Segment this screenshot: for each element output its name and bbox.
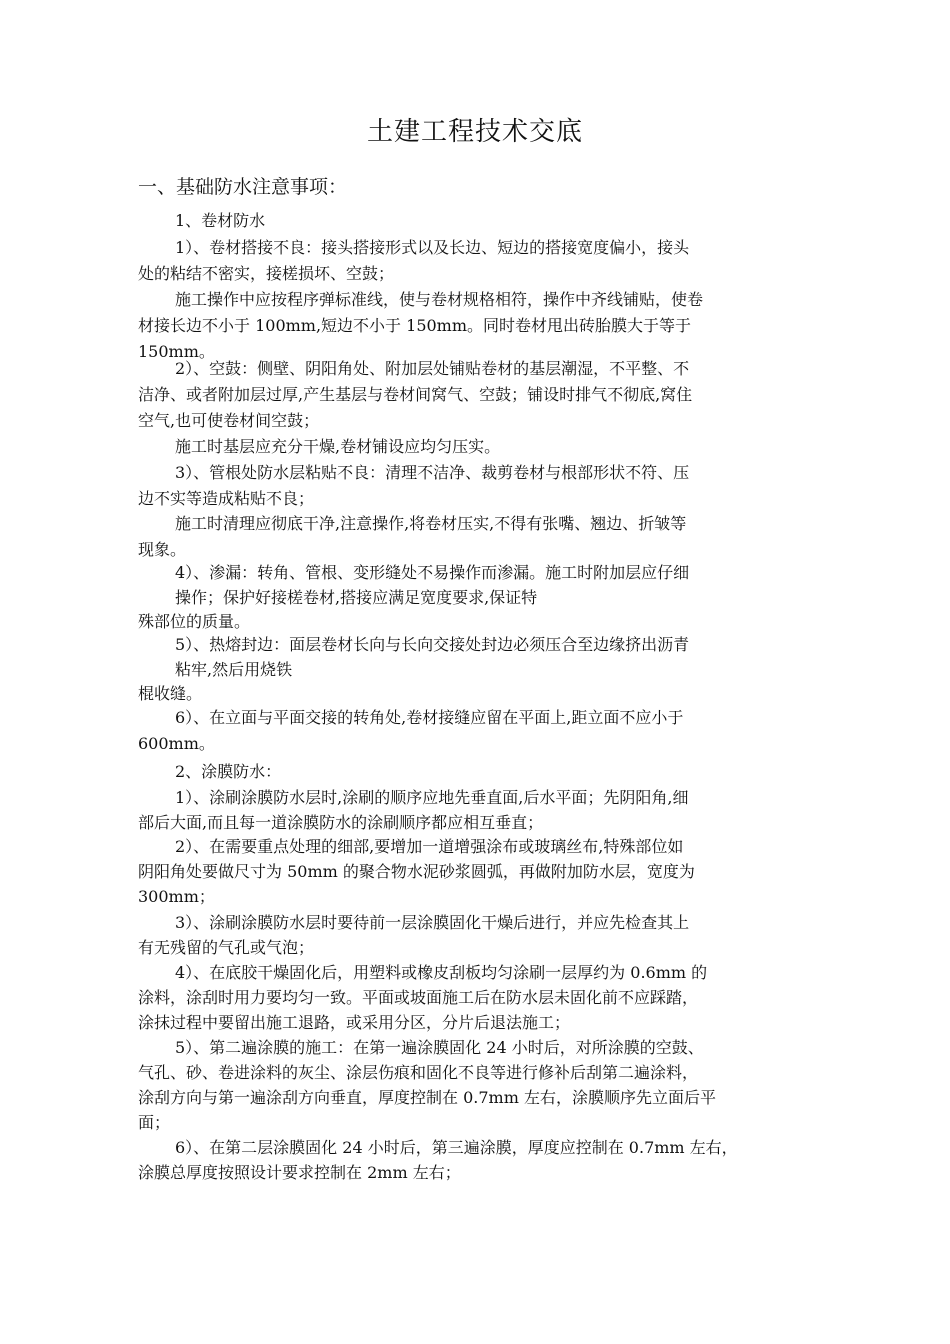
paragraph-line: 涂刮方向与第一遍涂刮方向垂直，厚度控制在 0.7mm 左右，涂膜顺序先立面后平 <box>138 1088 716 1107</box>
paragraph-line: 150mm。 <box>138 342 215 361</box>
paragraph-line: 4）、在底胶干燥固化后，用塑料或橡皮刮板均匀涂刷一层厚约为 0.6mm 的 <box>175 963 708 982</box>
paragraph-line: 处的粘结不密实，接槎损坏、空鼓； <box>138 264 395 283</box>
paragraph-line: 6）、在立面与平面交接的转角处,卷材接缝应留在平面上,距立面不应小于 <box>175 708 684 727</box>
paragraph-line: 涂抹过程中要留出施工退路，或采用分区，分片后退法施工； <box>138 1013 571 1032</box>
paragraph-line: 300mm； <box>138 887 215 906</box>
paragraph-line: 施工操作中应按程序弹标准线，使与卷材规格相符，操作中齐线铺贴，使卷 <box>175 290 704 309</box>
paragraph-line: 现象。 <box>138 540 187 559</box>
paragraph-line: 5）、第二遍涂膜的施工：在第一遍涂膜固化 24 小时后，对所涂膜的空鼓、 <box>175 1038 704 1057</box>
document-title: 土建工程技术交底 <box>366 117 583 147</box>
paragraph-line: 气孔、砂、卷进涂料的灰尘、涂层伤痕和固化不良等进行修补后刮第二遍涂料， <box>138 1063 699 1082</box>
paragraph-line: 边不实等造成粘贴不良； <box>138 489 315 508</box>
paragraph-line: 3）、管根处防水层粘贴不良：清理不洁净、裁剪卷材与根部形状不符、压 <box>175 463 690 482</box>
paragraph-line: 施工时基层应充分干燥,卷材铺设应均匀压实。 <box>175 437 501 456</box>
paragraph-line: 粘牢,然后用烧铁 <box>175 660 293 679</box>
paragraph-line: 空气,也可使卷材间空鼓； <box>138 411 320 430</box>
paragraph-line: 2）、空鼓：侧壁、阴阳角处、附加层处铺贴卷材的基层潮湿，不平整、不 <box>175 359 690 378</box>
paragraph-line: 5）、热熔封边：面层卷材长向与长向交接处封边必须压合至边缘挤出沥青 <box>175 635 690 654</box>
paragraph-line: 面； <box>138 1113 171 1132</box>
paragraph-line: 材接长边不小于 100mm,短边不小于 150mm。同时卷材甩出砖胎膜大于等于 <box>138 316 692 335</box>
subsection-heading: 2、涂膜防水： <box>175 762 282 781</box>
paragraph-line: 2）、在需要重点处理的细部,要增加一道增强涂布或玻璃丝布,特殊部位如 <box>175 837 684 856</box>
paragraph-line: 有无残留的气孔或气泡； <box>138 938 315 957</box>
paragraph-line: 1）、卷材搭接不良：接头搭接形式以及长边、短边的搭接宽度偏小，接头 <box>175 238 690 257</box>
paragraph-line: 3）、涂刷涂膜防水层时要待前一层涂膜固化干燥后进行，并应先检查其上 <box>175 913 690 932</box>
paragraph-line: 部后大面,而且每一道涂膜防水的涂刷顺序都应相互垂直； <box>138 813 544 832</box>
paragraph-line: 6）、在第二层涂膜固化 24 小时后，第三遍涂膜，厚度应控制在 0.7mm 左右， <box>175 1138 738 1157</box>
paragraph-line: 涂膜总厚度按照设计要求控制在 2mm 左右； <box>138 1163 461 1182</box>
section-heading: 一、基础防水注意事项： <box>138 176 348 198</box>
paragraph-line: 1）、涂刷涂膜防水层时,涂刷的顺序应地先垂直面,后水平面；先阴阳角,细 <box>175 788 689 807</box>
paragraph-line: 施工时清理应彻底干净,注意操作,将卷材压实,不得有张嘴、翘边、折皱等 <box>175 514 687 533</box>
paragraph-line: 操作；保护好接槎卷材,搭接应满足宽度要求,保证特 <box>175 588 538 607</box>
paragraph-line: 棍收缝。 <box>138 684 203 703</box>
paragraph-line: 涂料，涂刮时用力要均匀一致。平面或坡面施工后在防水层未固化前不应踩踏， <box>138 988 699 1007</box>
paragraph-line: 殊部位的质量。 <box>138 612 251 631</box>
subsection-heading: 1、卷材防水 <box>175 211 266 230</box>
paragraph-line: 洁净、或者附加层过厚,产生基层与卷材间窝气、空鼓；铺设时排气不彻底,窝住 <box>138 385 693 404</box>
paragraph-line: 阴阳角处要做尺寸为 50mm 的聚合物水泥砂浆圆弧，再做附加防水层，宽度为 <box>138 862 695 881</box>
paragraph-line: 4）、渗漏：转角、管根、变形缝处不易操作而渗漏。施工时附加层应仔细 <box>175 563 690 582</box>
paragraph-line: 600mm。 <box>138 734 215 753</box>
